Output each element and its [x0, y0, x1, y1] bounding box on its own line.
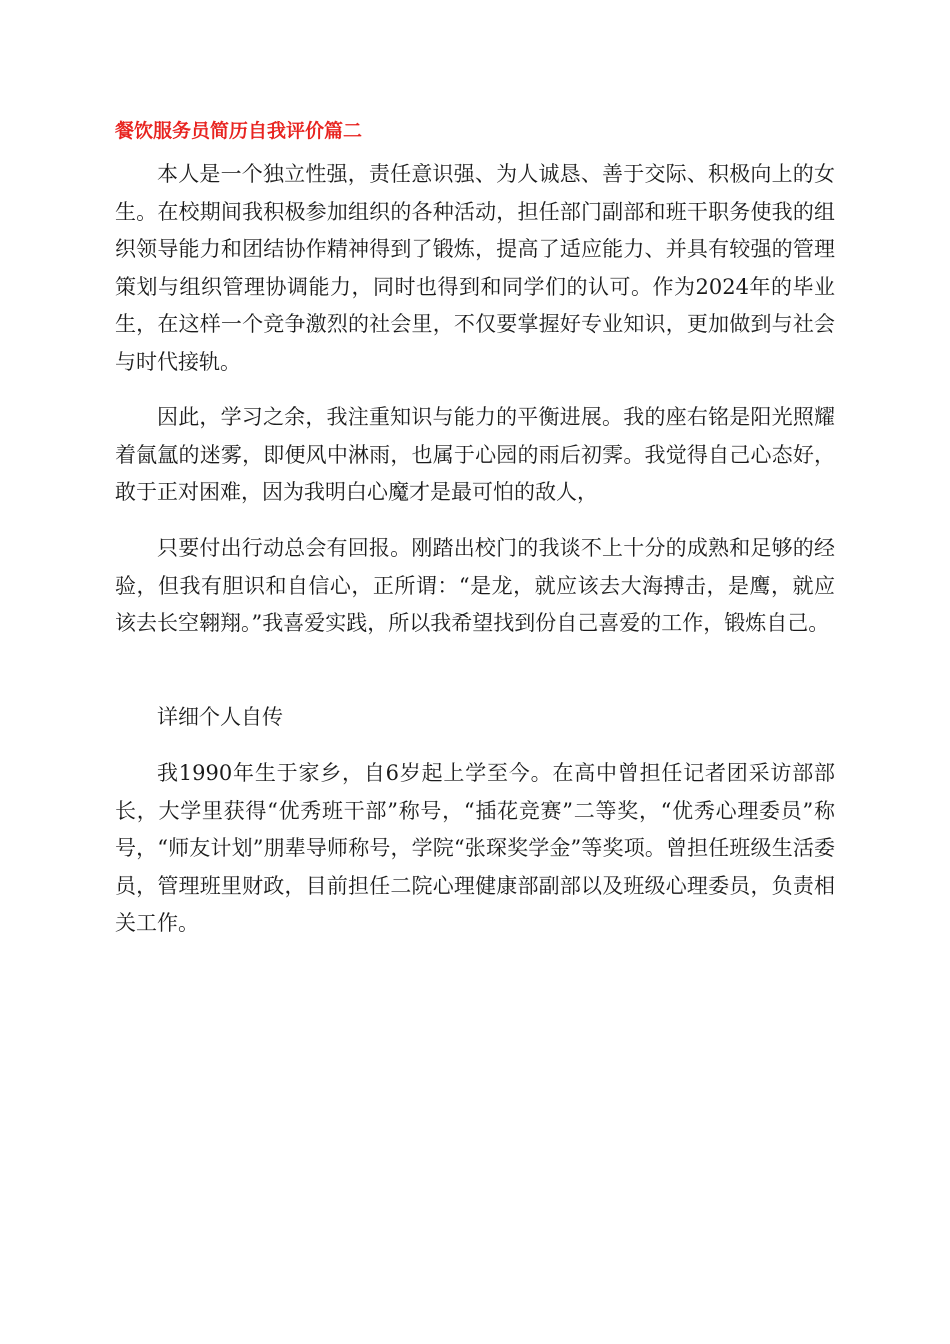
section-heading-autobiography: 详细个人自传 [157, 705, 283, 729]
paragraph-self-introduction: 本人是一个独立性强，责任意识强、为人诚恳、善于交际、积极向上的女生。在校期间我积极参加组织的各种活动，担任部门副部和班干职务使我的组织领导能力和团结协作精神得到了锻炼，提高了适应能力、并具有较强的管理策划与组织管理协调能力，同时也得到和同学们的认可。作为2024年的毕业生，在这样一个竞争激烈的社会里，不仅要掌握好专业知识，更加做到与社会与时代接轨。 [115, 162, 835, 374]
paragraph-autobiography: 我1990年生于家乡，自6岁起上学至今。在高中曾担任记者团采访部部长，大学里获得“优秀班干部”称号，“插花竞赛”二等奖，“优秀心理委员”称号，“师友计划”朋辈导师称号，学院“张琛奖学金”等奖项。曾担任班级生活委员，管理班里财政，目前担任二院心理健康部副部以及班级心理委员，负责相关工作。 [115, 761, 835, 935]
paragraph-motto: 因此，学习之余，我注重知识与能力的平衡进展。我的座右铭是阳光照耀着氤氲的迷雾，即便风中淋雨，也属于心园的雨后初霁。我觉得自己心态好，敢于正对困难，因为我明白心魔才是最可怕的敌人， [115, 405, 835, 504]
paragraph-action: 只要付出行动总会有回报。刚踏出校门的我谈不上十分的成熟和足够的经验，但我有胆识和自信心，正所谓：“是龙，就应该去大海搏击，是鹰，就应该去长空翱翔。”我喜爱实践，所以我希望找到份自己喜爱的工作，锻炼自己。 [115, 536, 835, 635]
document-title: 餐饮服务员简历自我评价篇二 [115, 120, 363, 142]
